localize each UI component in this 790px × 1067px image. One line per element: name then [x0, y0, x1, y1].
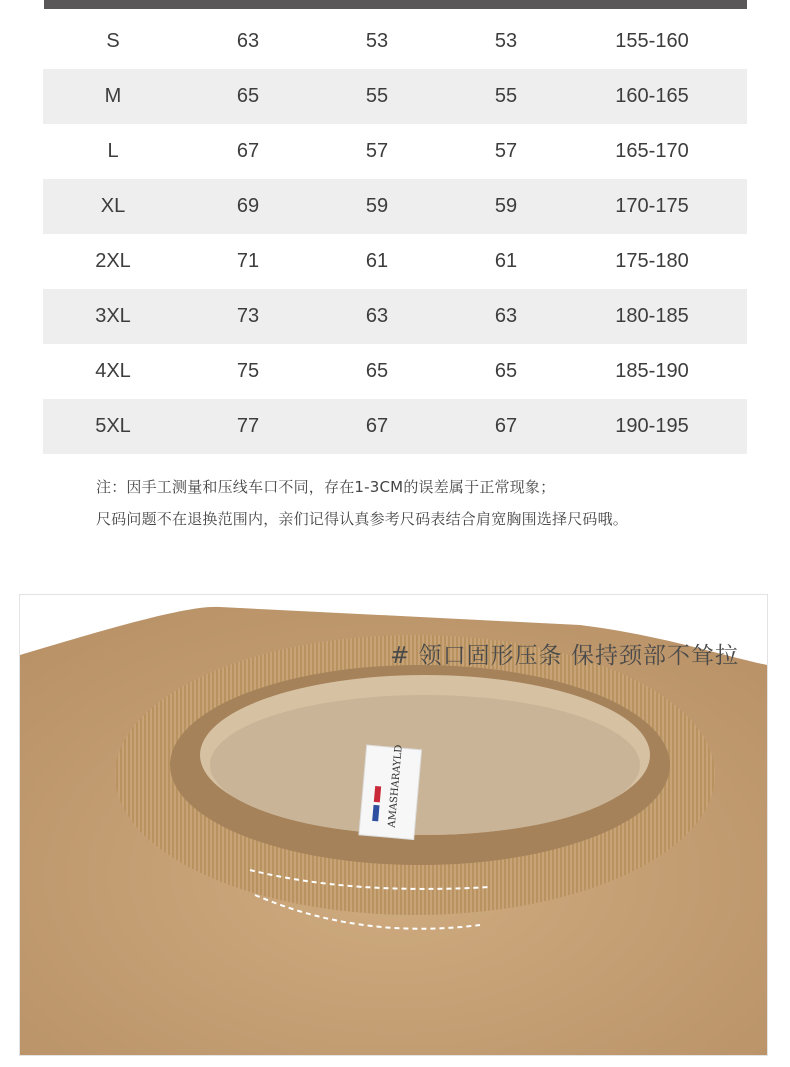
table-cell: 61: [494, 250, 518, 272]
table-cell: L: [107, 140, 119, 162]
table-cell: 185-190: [615, 360, 689, 382]
table-cell: 57: [494, 140, 518, 162]
table-row: [43, 399, 747, 454]
table-cell: 65: [236, 85, 260, 107]
table-cell: 61: [365, 250, 389, 272]
table-row: [43, 14, 747, 69]
table-row: [43, 179, 747, 234]
table-cell: 59: [494, 195, 518, 217]
table-row: [43, 234, 747, 289]
table-cell: 55: [365, 85, 389, 107]
table-cell: 53: [365, 30, 389, 52]
table-cell: 165-170: [615, 140, 689, 162]
table-cell: 2XL: [95, 250, 131, 272]
table-cell: M: [104, 85, 122, 107]
product-photo: [19, 594, 768, 1056]
note-line-1: 注：因手工测量和压线车口不同，存在1-3CM的误差属于正常现象；: [96, 478, 556, 496]
photo-caption: # 领口固形压条 保持颈部不耸拉: [390, 643, 739, 669]
table-cell: 65: [494, 360, 518, 382]
table-cell: S: [106, 30, 120, 52]
table-header-bar: [44, 0, 747, 9]
table-row: [43, 69, 747, 124]
table-cell: 63: [365, 305, 389, 327]
table-cell: 63: [494, 305, 518, 327]
table-cell: 71: [236, 250, 260, 272]
table-cell: 5XL: [95, 415, 131, 437]
table-cell: 67: [494, 415, 518, 437]
brand-label-text: AMASHARAYLD: [386, 744, 405, 829]
table-row: [43, 344, 747, 399]
table-cell: 59: [365, 195, 389, 217]
table-cell: 77: [236, 415, 260, 437]
table-cell: 160-165: [615, 85, 689, 107]
table-cell: 67: [236, 140, 260, 162]
table-cell: 3XL: [95, 305, 131, 327]
table-cell: 67: [365, 415, 389, 437]
table-cell: 190-195: [615, 415, 689, 437]
table-cell: 73: [236, 305, 260, 327]
table-cell: 4XL: [95, 360, 131, 382]
table-cell: 75: [236, 360, 260, 382]
table-cell: 180-185: [615, 305, 689, 327]
table-cell: 155-160: [615, 30, 689, 52]
note-line-2: 尺码问题不在退换范围内，亲们记得认真参考尺码表结合肩宽胸围选择尺码哦。: [96, 510, 629, 528]
table-cell: 55: [494, 85, 518, 107]
table-cell: 69: [236, 195, 260, 217]
table-cell: 170-175: [615, 195, 689, 217]
table-cell: 65: [365, 360, 389, 382]
table-cell: 63: [236, 30, 260, 52]
table-cell: 57: [365, 140, 389, 162]
size-table: [43, 14, 747, 454]
table-cell: 175-180: [615, 250, 689, 272]
table-row: [43, 289, 747, 344]
table-cell: 53: [494, 30, 518, 52]
table-row: [43, 124, 747, 179]
table-cell: XL: [100, 195, 126, 217]
